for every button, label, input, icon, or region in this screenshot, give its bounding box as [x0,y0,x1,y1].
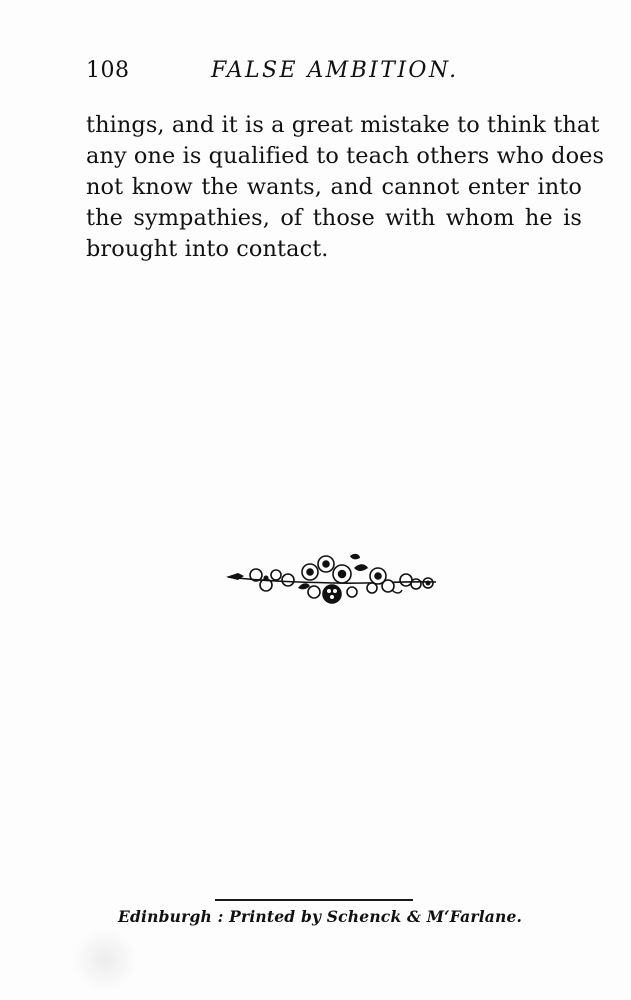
printer-imprint: Edinburgh : Printed by Schenck & M‘Farlane. [118,907,523,926]
body-line-4: the sympathies, of those with whom he is [86,205,582,231]
page-number: 108 [86,58,130,83]
body-line-2: any one is qualified to teach others who does [86,143,605,169]
floral-ornament-icon [222,548,446,614]
paper-stain [70,930,140,990]
footer-rule [215,899,413,901]
body-paragraph [86,110,605,265]
body-line-3: not know the wants, and cannot enter into [86,174,582,200]
body-line-5: brought into contact. [86,236,329,262]
running-title: FALSE AMBITION. [211,58,459,83]
running-head [86,56,478,90]
body-line-1: things, and it is a great mistake to think that [86,112,600,138]
